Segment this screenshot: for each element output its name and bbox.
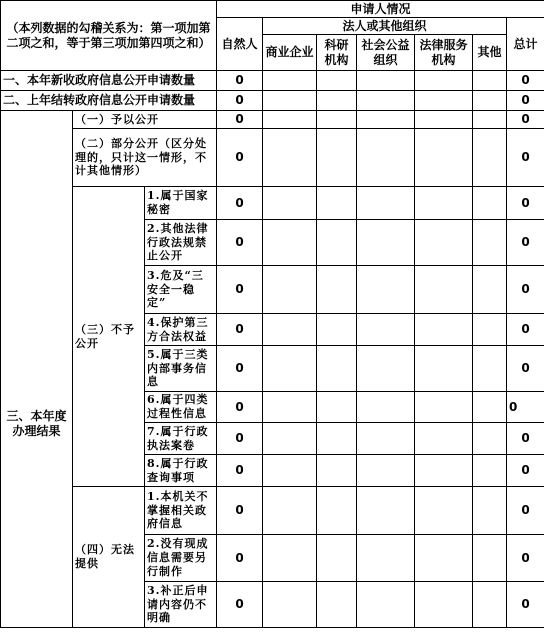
cell-total: 0 <box>507 91 544 111</box>
cell-total: 0 <box>507 71 544 91</box>
social-welfare-header: 社会公益组织 <box>357 35 415 71</box>
row-label-deny-7: 7.属于行政执法案卷 <box>145 423 217 455</box>
cell-value: 0 <box>217 71 263 91</box>
table-row <box>1 71 544 91</box>
row-label-grant: （一）予以公开 <box>73 111 217 129</box>
cell-value: 0 <box>217 423 263 455</box>
row-label-results: 三、本年度办理结果 <box>1 111 73 628</box>
cell-value: 0 <box>217 111 263 129</box>
cell-total: 0 <box>507 582 544 628</box>
row-label-unable-1: 1.本机关不掌握相关政府信息 <box>145 487 217 535</box>
cell-value: 0 <box>217 91 263 111</box>
row-label-partial: （二）部分公开（区分处理的，只计这一情形，不计其他情形） <box>73 129 217 187</box>
commercial-header: 商业企业 <box>263 35 317 71</box>
cell-total: 0 <box>507 423 544 455</box>
row-label-new-requests: 一、本年新收政府信息公开申请数量 <box>1 71 217 91</box>
row-label-unable: （四）无法提供 <box>73 487 145 628</box>
cell-value: 0 <box>217 582 263 628</box>
cell-total: 0 <box>507 129 544 187</box>
cell-value: 0 <box>217 455 263 487</box>
cell-value: 0 <box>217 187 263 220</box>
cell-value: 0 <box>217 346 263 392</box>
row-label-deny-6: 6.属于四类过程性信息 <box>145 392 217 423</box>
applicant-info-header: 申请人情况 <box>217 1 544 18</box>
cell-total: 0 <box>507 111 544 129</box>
table-row <box>1 129 544 187</box>
cell-total: 0 <box>507 220 544 266</box>
row-label-unable-2: 2.没有现成信息需要另行制作 <box>145 535 217 582</box>
cell-total: 0 <box>507 392 544 423</box>
legal-group-header: 法人或其他组织 <box>263 18 507 35</box>
cell-value: 0 <box>217 266 263 314</box>
cell-total: 0 <box>507 535 544 582</box>
cell-total: 0 <box>507 314 544 346</box>
row-label-deny-8: 8.属于行政查询事项 <box>145 455 217 487</box>
cell-total: 0 <box>507 187 544 220</box>
table-row <box>1 187 544 220</box>
row-label-deny-5: 5.属于三类内部事务信息 <box>145 346 217 392</box>
cell-total: 0 <box>507 455 544 487</box>
row-label-deny: （三）不予公开 <box>73 187 145 487</box>
table-row <box>1 111 544 129</box>
cell-total: 0 <box>507 487 544 535</box>
row-label-unable-3: 3.补正后申请内容仍不明确 <box>145 582 217 628</box>
table-row <box>1 487 544 535</box>
row-label-deny-4: 4.保护第三方合法权益 <box>145 314 217 346</box>
row-label-deny-2: 2.其他法律行政法规禁止公开 <box>145 220 217 266</box>
row-label-deny-3: 3.危及“三安全一稳定” <box>145 266 217 314</box>
cell-value: 0 <box>217 220 263 266</box>
cell-value: 0 <box>217 314 263 346</box>
table-row <box>1 91 544 111</box>
legal-service-header: 法律服务机构 <box>415 35 473 71</box>
cell-value: 0 <box>217 392 263 423</box>
relation-note: （本列数据的勾稽关系为：第一项加第二项之和，等于第三项加第四项之和） <box>1 1 217 71</box>
total-header: 总计 <box>507 18 544 71</box>
cell-total: 0 <box>507 266 544 314</box>
row-label-carried-over: 二、上年结转政府信息公开申请数量 <box>1 91 217 111</box>
cell-value: 0 <box>217 487 263 535</box>
other-header: 其他 <box>473 35 507 71</box>
natural-person-header: 自然人 <box>217 18 263 71</box>
cell-value: 0 <box>217 535 263 582</box>
research-header: 科研机构 <box>317 35 357 71</box>
cell-value: 0 <box>217 129 263 187</box>
cell-total: 0 <box>507 346 544 392</box>
row-label-deny-1: 1.属于国家秘密 <box>145 187 217 220</box>
